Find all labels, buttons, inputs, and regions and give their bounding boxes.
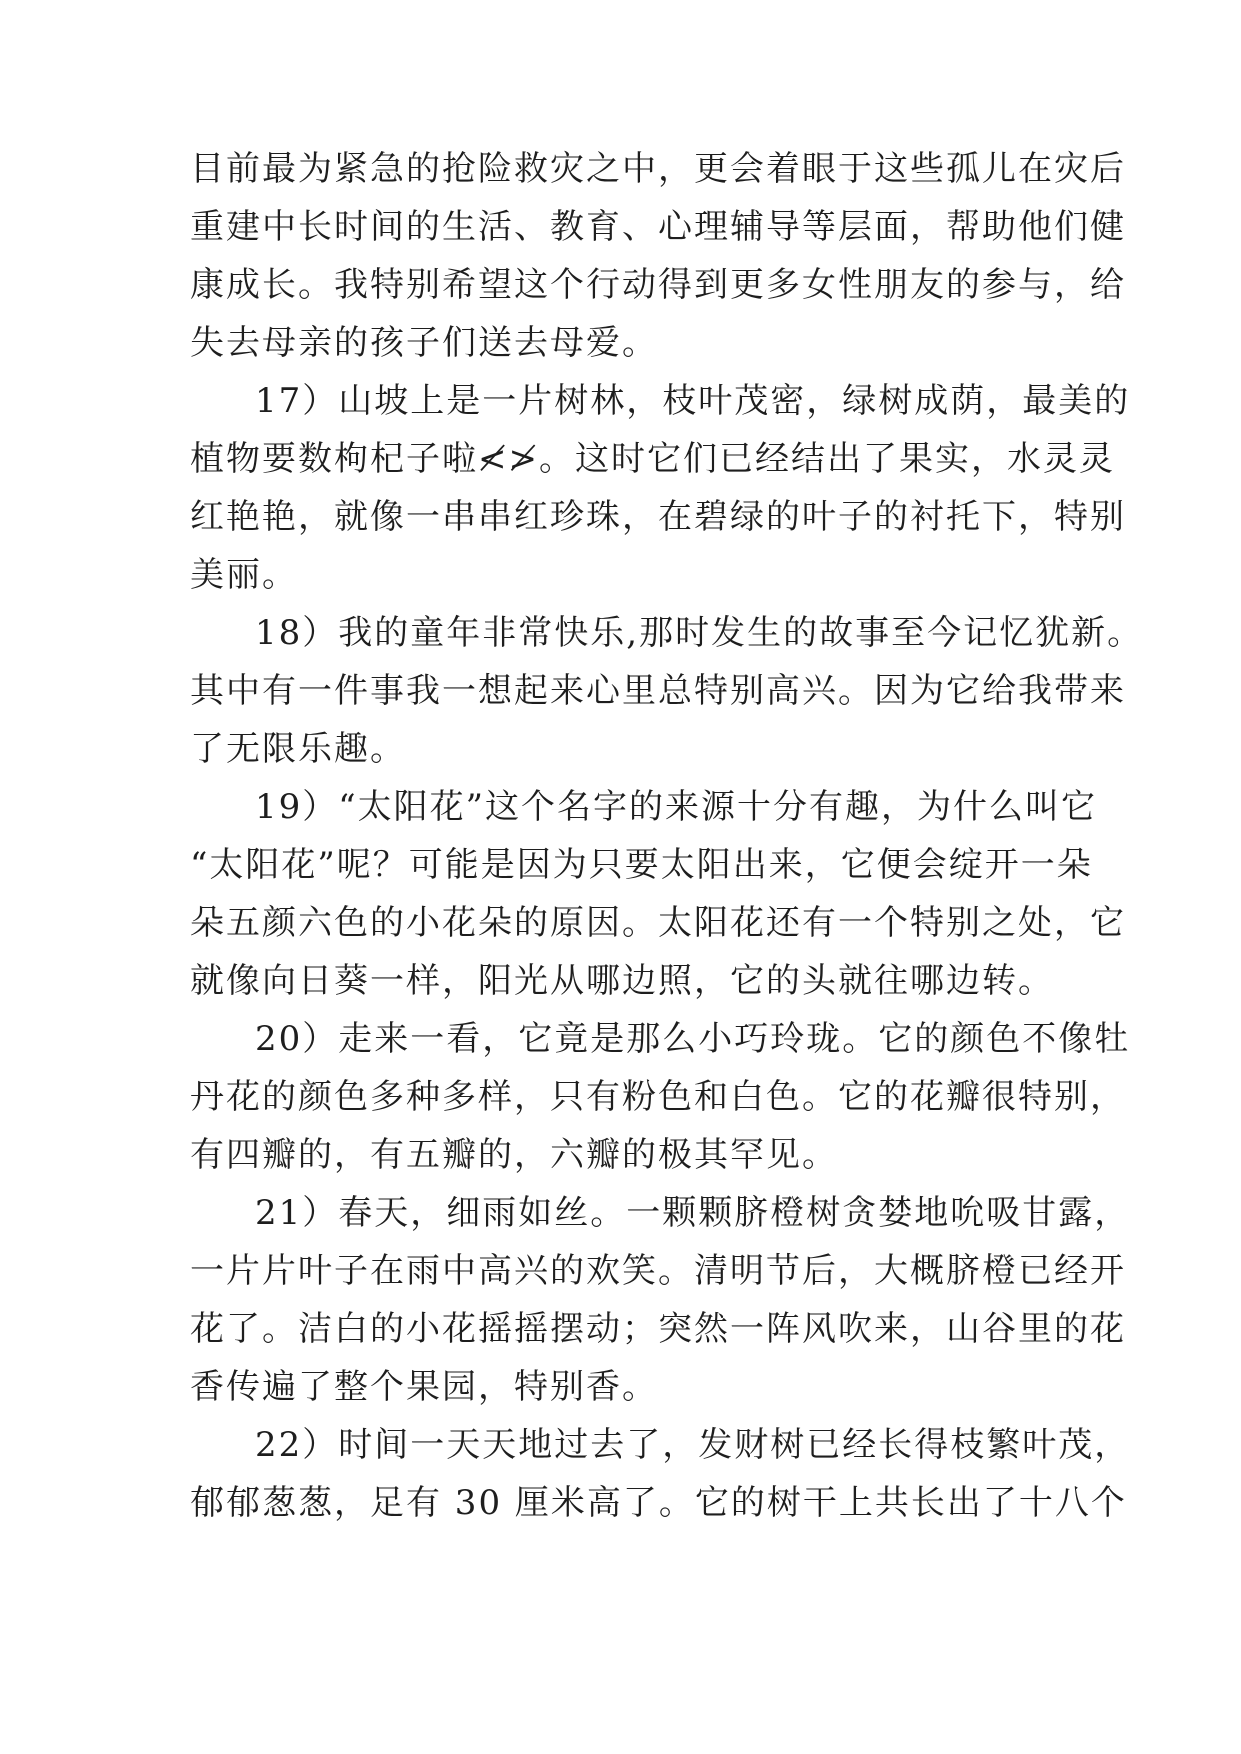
text-line: 朵五颜六色的小花朵的原因。太阳花还有一个特别之处，它 [190, 903, 1126, 943]
text-line: 郁郁葱葱，足有 30 厘米高了。它的树干上共长出了十八个 [190, 1483, 1127, 1523]
paragraph-22-start: 22）时间一天天地过去了，发财树已经长得枝繁叶茂， [255, 1425, 1131, 1465]
text-line: 花了。洁白的小花摇摇摆动；突然一阵风吹来，山谷里的花 [190, 1309, 1126, 1349]
text-line: “太阳花”呢？可能是因为只要太阳出来，它便会绽开一朵 [190, 845, 1093, 885]
text-line: 了无限乐趣。 [190, 729, 406, 769]
text-line: 就像向日葵一样，阳光从哪边照，它的头就往哪边转。 [190, 961, 1054, 1001]
text-line: 一片片叶子在雨中高兴的欢笑。清明节后，大概脐橙已经开 [190, 1251, 1126, 1291]
text-line: 其中有一件事我一想起来心里总特别高兴。因为它给我带来 [190, 671, 1126, 711]
paragraph-19-start: 19）“太阳花”这个名字的来源十分有趣，为什么叫它 [255, 787, 1098, 827]
text-line: 康成长。我特别希望这个行动得到更多女性朋友的参与，给 [190, 265, 1126, 305]
text-line: 失去母亲的孩子们送去母爱。 [190, 323, 658, 363]
paragraph-18-start: 18）我的童年非常快乐,那时发生的故事至今记忆犹新。 [255, 613, 1144, 653]
paragraph-17-start: 17）山坡上是一片树林，枝叶茂密，绿树成荫，最美的 [255, 381, 1131, 421]
paragraph-20-start: 20）走来一看，它竟是那么小巧玲珑。它的颜色不像牡 [255, 1019, 1131, 1059]
text-line: 植物要数枸杞子啦≮≯。这时它们已经结出了果实，水灵灵 [190, 439, 1115, 479]
text-line: 有四瓣的，有五瓣的，六瓣的极其罕见。 [190, 1135, 838, 1175]
text-line: 丹花的颜色多种多样，只有粉色和白色。它的花瓣很特别， [190, 1077, 1126, 1117]
text-line: 香传遍了整个果园，特别香。 [190, 1367, 658, 1407]
paragraph-21-start: 21）春天，细雨如丝。一颗颗脐橙树贪婪地吮吸甘露， [255, 1193, 1131, 1233]
text-line: 重建中长时间的生活、教育、心理辅导等层面，帮助他们健 [190, 207, 1126, 247]
text-line: 美丽。 [190, 555, 298, 595]
text-line: 红艳艳，就像一串串红珍珠，在碧绿的叶子的衬托下，特别 [190, 497, 1126, 537]
text-line: 目前最为紧急的抢险救灾之中，更会着眼于这些孤儿在灾后 [190, 149, 1126, 189]
